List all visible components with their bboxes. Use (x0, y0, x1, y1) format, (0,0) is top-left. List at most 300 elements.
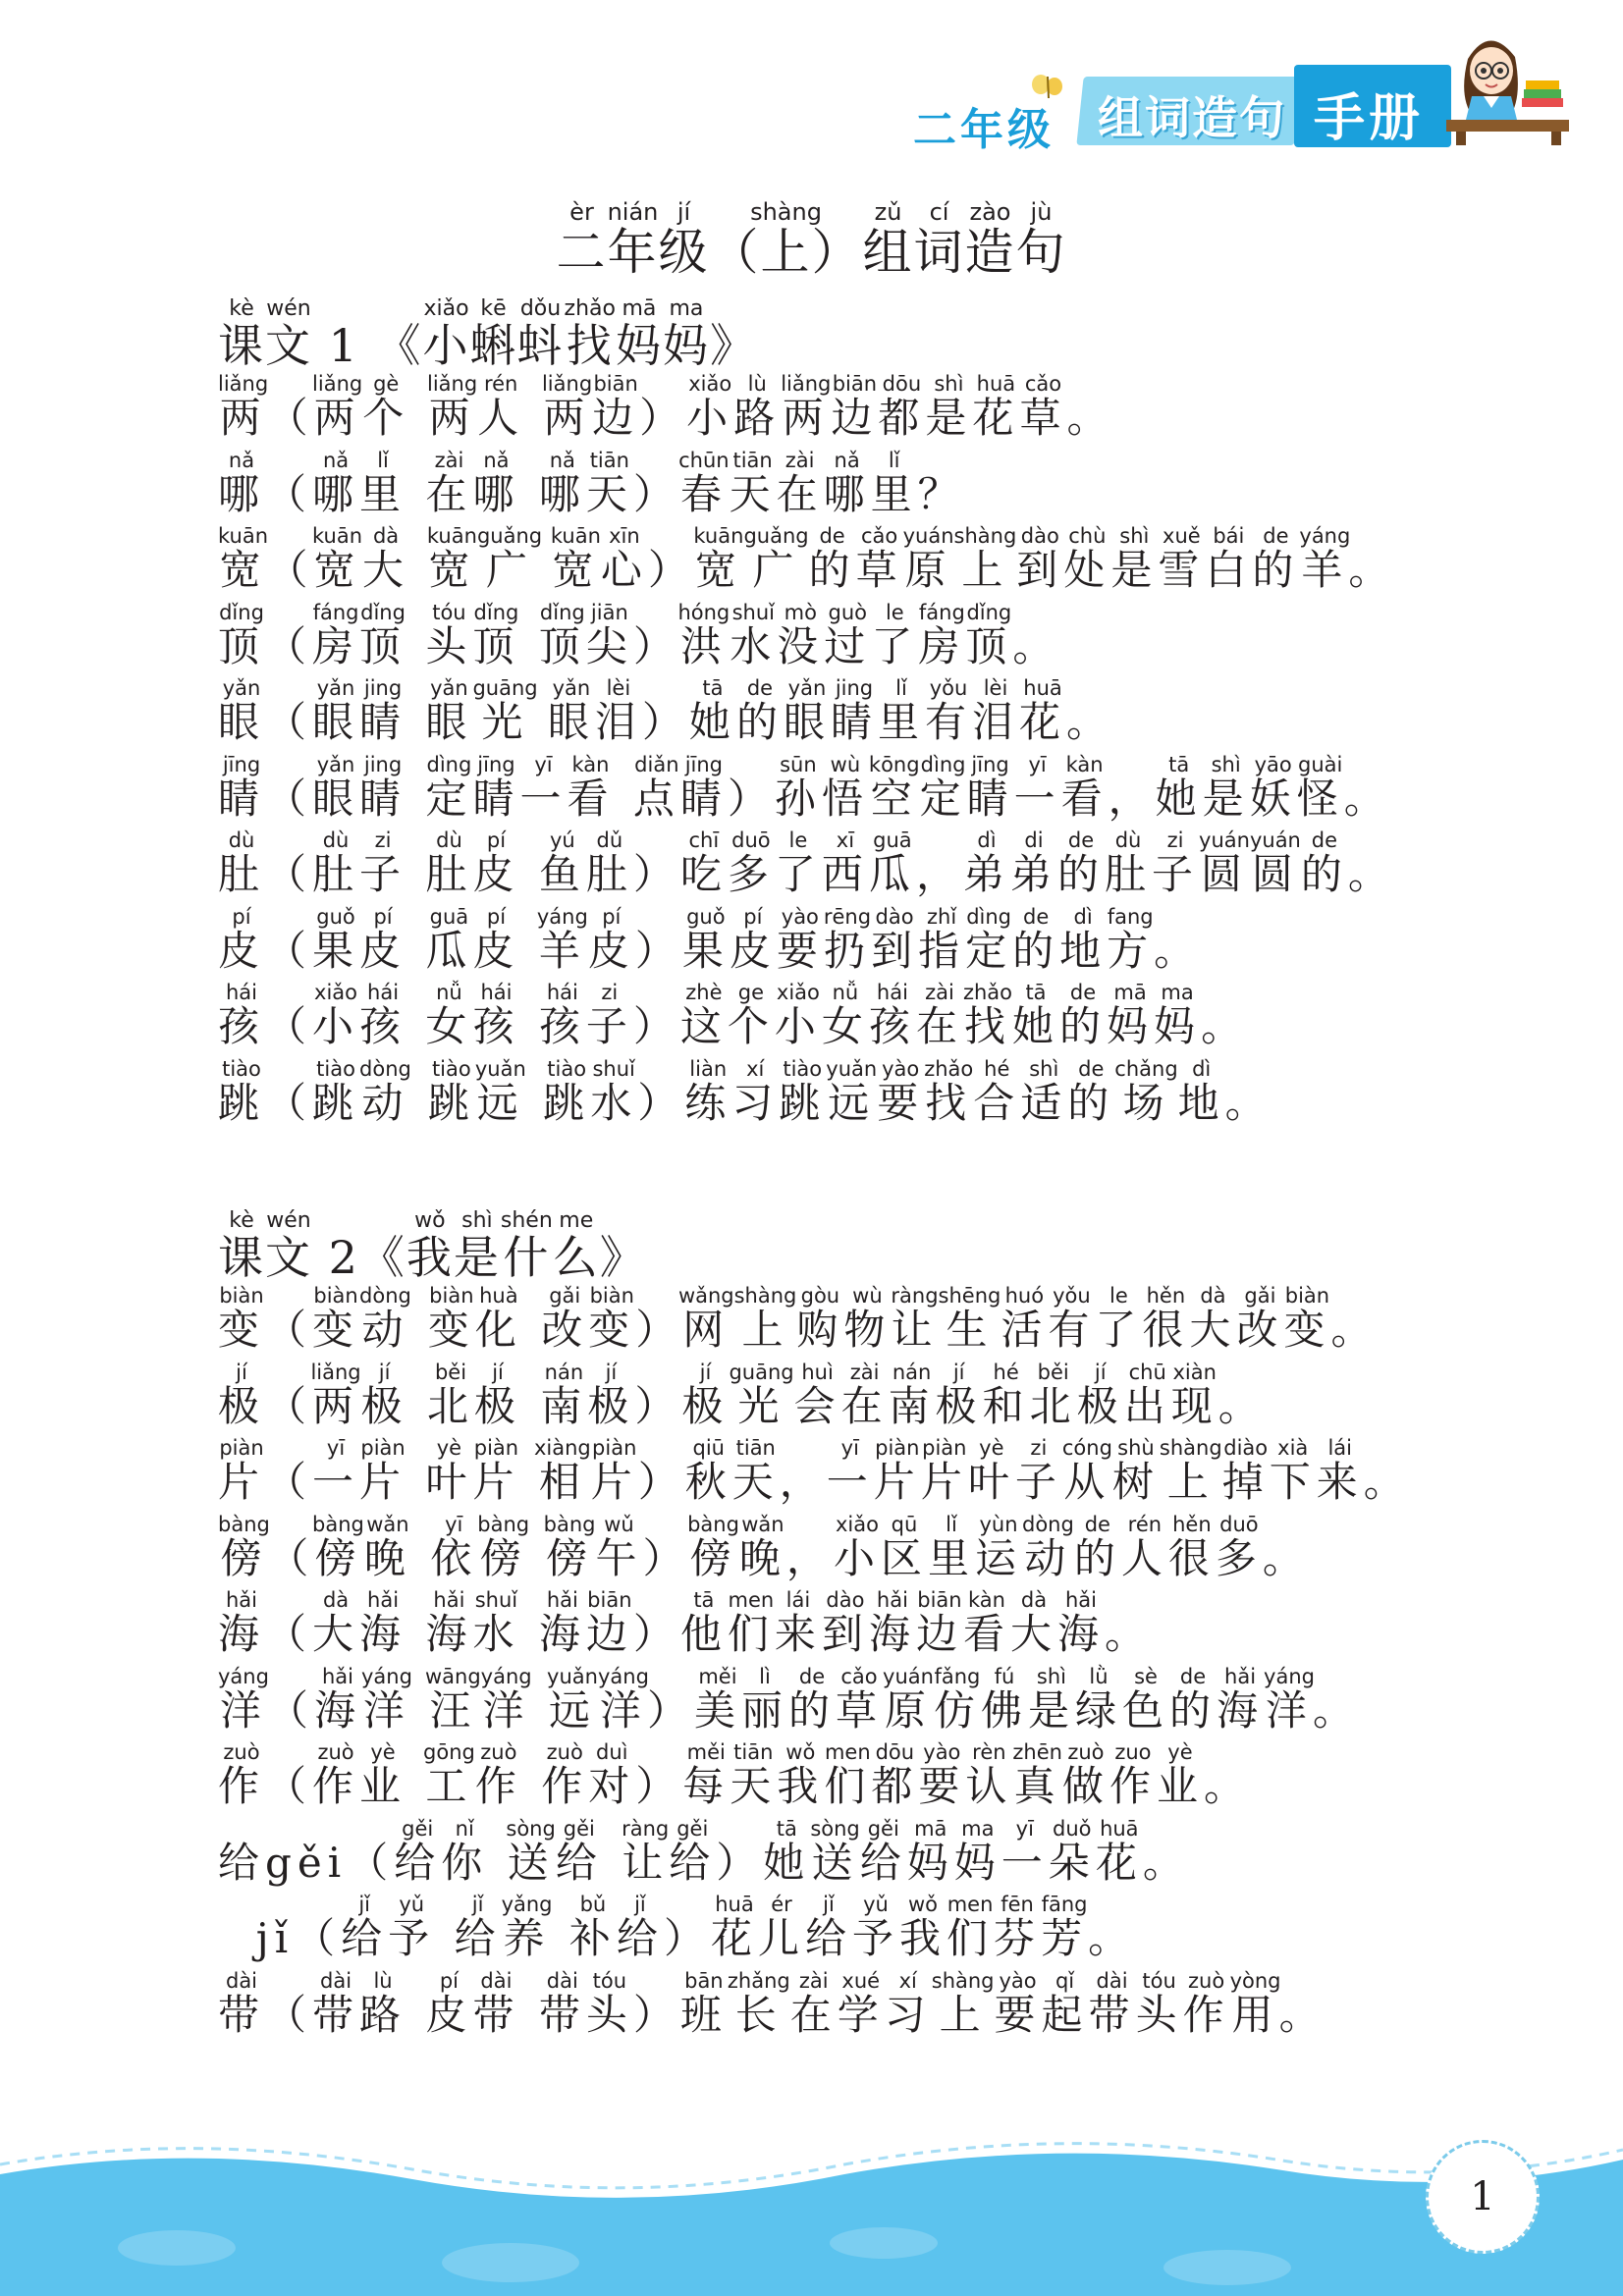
pinyin: de (1073, 1512, 1121, 1536)
hanzi: 的 (787, 1685, 836, 1735)
pinyin: piàn (359, 1436, 407, 1460)
hanzi-with-pinyin (312, 752, 360, 823)
hanzi: 芳 (1041, 1914, 1089, 1962)
hanzi: 看 (1060, 774, 1109, 823)
hanzi-with-pinyin (1048, 1284, 1096, 1354)
pinyin: dǒu (516, 296, 565, 321)
pinyin: sòng (506, 1816, 556, 1841)
hanzi: 予 (852, 1914, 900, 1962)
hanzi-with-pinyin (506, 1816, 556, 1887)
pinyin: tiào (312, 1056, 360, 1081)
hanzi-with-pinyin (218, 1056, 266, 1127)
hanzi: 指 (918, 926, 966, 975)
hanzi-with-pinyin (218, 600, 266, 670)
text (406, 698, 425, 746)
hanzi-with-pinyin (1015, 198, 1067, 281)
hanzi: 海 (313, 1685, 361, 1735)
pinyin: tiào (218, 1056, 266, 1081)
pinyin: de (735, 676, 784, 700)
pinyin: de (1012, 904, 1060, 929)
hanzi-with-pinyin (454, 1893, 502, 1962)
book-title: 组词造句 (1098, 91, 1286, 144)
hanzi: 晚 (738, 1533, 786, 1582)
hanzi: 叶 (967, 1458, 1015, 1506)
pinyin: xiǎo (686, 372, 734, 396)
pinyin: pí (472, 904, 520, 929)
pinyin: dōu (878, 372, 926, 396)
hanzi: 予 (388, 1914, 436, 1962)
hanzi: 带 (1088, 1990, 1136, 2039)
pinyin: yáng (1264, 1664, 1315, 1688)
hanzi-with-pinyin (1022, 1512, 1074, 1582)
hanzi-with-pinyin (472, 981, 520, 1050)
hanzi-with-pinyin (607, 198, 659, 281)
text: 。 (1088, 1914, 1136, 1962)
hanzi-with-pinyin (821, 1588, 869, 1658)
hanzi: 片 (873, 1458, 921, 1506)
pinyin: xiǎo (422, 296, 470, 321)
hanzi-with-pinyin (218, 1512, 270, 1582)
hanzi-with-pinyin (913, 198, 965, 281)
pinyin: yòng (1229, 1968, 1281, 1993)
hanzi-with-pinyin (884, 1968, 932, 2039)
pinyin: wén (265, 296, 312, 321)
text: 给gěi (218, 1838, 348, 1887)
pinyin: wǔ (595, 1512, 643, 1536)
text: ） (632, 1990, 680, 2039)
hanzi-with-pinyin (359, 752, 407, 823)
pinyin: dòng (1022, 1512, 1074, 1536)
pinyin: gōng (423, 1740, 475, 1764)
hanzi-with-pinyin (1215, 1512, 1263, 1582)
hanzi-with-pinyin (1316, 1436, 1364, 1506)
pinyin: hǎi (868, 1588, 916, 1612)
hanzi-with-pinyin (536, 904, 588, 975)
hanzi: 她 (1155, 774, 1203, 823)
text: （ (265, 1610, 313, 1658)
hanzi-with-pinyin (585, 981, 633, 1050)
text (406, 850, 425, 898)
text: （ (265, 1078, 313, 1127)
hanzi: 眼 (547, 698, 595, 746)
word-entry (218, 1360, 1593, 1440)
hanzi: 物 (843, 1306, 892, 1354)
hanzi: 让 (622, 1838, 670, 1887)
hanzi-with-pinyin (810, 1816, 860, 1887)
hanzi-with-pinyin (688, 676, 736, 746)
hanzi-with-pinyin (808, 524, 856, 594)
hanzi-with-pinyin (472, 448, 520, 518)
hanzi: 边 (592, 394, 640, 442)
text: （ (294, 1914, 342, 1962)
pinyin: chù (1063, 524, 1111, 548)
word-entry (218, 1588, 1593, 1668)
hanzi-with-pinyin (868, 981, 916, 1050)
pinyin: tā (1012, 981, 1060, 1004)
hanzi-with-pinyin (474, 1740, 522, 1810)
hanzi: 下 (1269, 1458, 1317, 1506)
hanzi-with-pinyin (218, 1740, 266, 1810)
text (519, 1610, 538, 1658)
hanzi: 个 (362, 394, 410, 442)
pinyin: gěi (394, 1816, 442, 1841)
hanzi-with-pinyin (880, 1512, 928, 1582)
text: 。 (1217, 1381, 1266, 1430)
hanzi: 我 (899, 1914, 947, 1962)
hanzi: 地 (1059, 926, 1108, 975)
hanzi: 洋 (597, 1685, 649, 1735)
hanzi-with-pinyin (679, 752, 728, 823)
hanzi-with-pinyin (312, 981, 360, 1050)
pinyin: piàn (218, 1436, 265, 1460)
hanzi-with-pinyin (538, 981, 586, 1050)
word-entry (218, 1816, 1593, 1896)
hanzi-with-pinyin (824, 600, 872, 670)
hanzi-with-pinyin (585, 828, 633, 898)
text: ） (632, 1002, 680, 1050)
pinyin: liǎng (541, 372, 593, 396)
hanzi-with-pinyin (738, 1512, 786, 1582)
text: jǐ (218, 1914, 295, 1962)
hanzi: 在 (776, 469, 824, 518)
text: ） (632, 469, 680, 518)
hanzi: 眼 (425, 698, 473, 746)
hanzi: 课 (218, 1231, 265, 1284)
text: 。 (1142, 1838, 1190, 1887)
hanzi: 购 (796, 1306, 844, 1354)
hanzi-with-pinyin (425, 828, 473, 898)
pinyin: duǒ (1048, 1816, 1096, 1841)
hanzi-with-pinyin (425, 448, 473, 518)
pinyin: cí (913, 198, 965, 226)
text: ） (642, 1533, 690, 1582)
pinyin: de (1252, 524, 1300, 548)
pinyin: dào (821, 1588, 869, 1612)
hanzi-with-pinyin (1170, 1360, 1218, 1430)
pinyin: zhēn (1012, 1740, 1062, 1764)
hanzi: 南 (540, 1381, 588, 1430)
text: ） (641, 698, 689, 746)
hanzi-with-pinyin (541, 1284, 589, 1354)
hanzi: 天 (731, 1458, 780, 1506)
pinyin: hǎi (218, 1588, 266, 1612)
hanzi-with-pinyin (218, 1284, 266, 1354)
word-entry (218, 1968, 1593, 2049)
hanzi-with-pinyin (727, 828, 775, 898)
text (524, 1079, 543, 1127)
hanzi-with-pinyin (312, 1512, 364, 1582)
hanzi-with-pinyin (265, 296, 312, 372)
hanzi: 多 (1215, 1533, 1263, 1582)
hanzi: 泪 (972, 698, 1020, 746)
hanzi: 是 (453, 1231, 501, 1284)
hanzi: 原 (902, 546, 954, 594)
hanzi: 点 (632, 774, 680, 823)
hanzi: 傍 (687, 1533, 739, 1582)
hanzi-with-pinyin (359, 1968, 407, 2039)
hanzi-with-pinyin (595, 1512, 643, 1582)
hanzi: 一 (1001, 1838, 1049, 1887)
pinyin: piàn (590, 1436, 638, 1460)
hanzi-with-pinyin (541, 372, 593, 442)
pinyin: bàng (687, 1512, 739, 1536)
page-header (0, 0, 1623, 167)
hanzi: 妈 (953, 1838, 1001, 1887)
hanzi-with-pinyin (823, 904, 872, 975)
hanzi-with-pinyin (1202, 752, 1250, 823)
pinyin: hǎi (1217, 1664, 1265, 1688)
pinyin: dào (1016, 524, 1064, 548)
pinyin: tiào (779, 1056, 827, 1081)
pinyin: huā (1095, 1816, 1143, 1841)
hanzi-with-pinyin (360, 1360, 408, 1430)
pinyin: yáng (597, 1664, 649, 1688)
text (408, 1079, 427, 1127)
hanzi-with-pinyin (1027, 1664, 1075, 1735)
hanzi-with-pinyin (1199, 828, 1250, 898)
hanzi: 这 (679, 1002, 728, 1050)
pinyin: jing (359, 676, 407, 700)
hanzi-with-pinyin (823, 448, 871, 518)
hanzi: 圆 (1199, 850, 1250, 898)
pinyin: jing (830, 676, 878, 700)
hanzi-with-pinyin (587, 1360, 635, 1430)
hanzi: 光 (472, 698, 538, 746)
hanzi-with-pinyin (1014, 1436, 1062, 1506)
hanzi-with-pinyin (1019, 372, 1067, 442)
hanzi-with-pinyin (1061, 1740, 1109, 1810)
hanzi-with-pinyin (425, 752, 473, 823)
pinyin: hěn (1167, 1512, 1216, 1536)
pinyin: mā (615, 296, 663, 321)
pinyin: yè (359, 1740, 407, 1764)
pinyin: biān (592, 372, 640, 396)
hanzi: 花 (1095, 1838, 1143, 1887)
hanzi: 白 (1205, 546, 1253, 594)
hanzi: 作 (541, 1762, 589, 1810)
text: 。 (1066, 394, 1114, 442)
hanzi-with-pinyin (538, 448, 586, 518)
pinyin: fáng (312, 600, 360, 624)
text: （ (265, 469, 313, 518)
pinyin: chǎng (1114, 1056, 1178, 1081)
hanzi: 给 (555, 1838, 603, 1887)
pinyin: yǎn (312, 752, 360, 776)
text: ， (1108, 774, 1156, 823)
pinyin: huì (793, 1360, 841, 1384)
hanzi-with-pinyin (1205, 524, 1253, 594)
hanzi: 方 (1107, 926, 1155, 975)
pinyin: duì (588, 1740, 636, 1764)
text (524, 394, 543, 442)
text (519, 850, 538, 898)
hanzi-with-pinyin (588, 1740, 636, 1810)
pinyin: hái (868, 981, 916, 1004)
hanzi: 南 (888, 1381, 936, 1430)
pinyin: cóng (1061, 1436, 1112, 1460)
pinyin: le (774, 828, 822, 852)
hanzi: 我 (406, 1231, 454, 1284)
pinyin: dào (871, 904, 919, 929)
hanzi-with-pinyin (218, 1208, 265, 1284)
hanzi-with-pinyin (982, 1360, 1030, 1430)
pinyin: zhè (679, 981, 728, 1004)
hanzi: 找 (924, 1078, 974, 1127)
pinyin: dǐng (472, 600, 520, 624)
pinyin: diǎn (632, 752, 680, 776)
hanzi-with-pinyin (543, 1056, 591, 1127)
hanzi: 补 (568, 1914, 617, 1962)
hanzi: 瓜 (868, 850, 916, 898)
hanzi-with-pinyin (427, 1284, 475, 1354)
pinyin: zài (840, 1360, 889, 1384)
text: ） (632, 1610, 680, 1658)
hanzi: 到 (1016, 546, 1064, 594)
hanzi-with-pinyin (1029, 1360, 1077, 1430)
hanzi: 海 (1056, 1610, 1105, 1658)
hanzi: 看 (962, 1610, 1010, 1658)
pinyin: hái (218, 981, 266, 1004)
pinyin: shuǐ (472, 1588, 520, 1612)
hanzi-with-pinyin (733, 1284, 797, 1354)
text (409, 394, 428, 442)
hanzi-with-pinyin (500, 1208, 553, 1284)
hanzi-with-pinyin (472, 904, 520, 975)
hanzi: 给 (804, 1914, 852, 1962)
text: 。 (1313, 1685, 1361, 1735)
pinyin: pí (218, 904, 266, 929)
text: （ (265, 698, 313, 746)
text (521, 1382, 540, 1430)
hanzi: 上 (931, 1990, 995, 2039)
hanzi-with-pinyin (218, 1360, 266, 1430)
hanzi-with-pinyin (585, 600, 633, 670)
hanzi: 一 (312, 1458, 360, 1506)
pinyin: liàn (684, 1056, 732, 1081)
hanzi: 顶 (218, 621, 266, 670)
hanzi-with-pinyin (538, 1588, 586, 1658)
hanzi: 仿 (933, 1685, 981, 1735)
hanzi: 眼 (312, 698, 360, 746)
pinyin: dòng (359, 1284, 411, 1308)
hanzi: 要 (877, 1078, 925, 1127)
hanzi-with-pinyin (681, 1360, 730, 1430)
hanzi-with-pinyin (425, 676, 473, 746)
hanzi-with-pinyin (1041, 1893, 1089, 1962)
pinyin: yuǎn (826, 1056, 878, 1081)
hanzi: 文 (265, 319, 312, 372)
text: ） (639, 394, 687, 442)
pinyin: pí (359, 904, 407, 929)
hanzi: 顶 (472, 621, 520, 670)
text: ） (632, 621, 680, 670)
hanzi-with-pinyin (441, 1816, 489, 1887)
pinyin: nǚ (821, 981, 869, 1004)
hanzi: 都 (878, 394, 926, 442)
hanzi: 洪 (677, 621, 730, 670)
pinyin: jiān (585, 600, 633, 624)
text: （ (267, 1533, 315, 1582)
pinyin: zuo (1109, 1740, 1157, 1764)
hanzi: 的 (1169, 1685, 1217, 1735)
text: ） (635, 1306, 683, 1354)
pinyin: zi (1152, 828, 1200, 852)
hanzi: 带 (472, 1990, 520, 2039)
text: ） (634, 1381, 682, 1430)
hanzi-with-pinyin (1056, 828, 1105, 898)
hanzi: 傍 (218, 1533, 270, 1582)
hanzi: 傍 (543, 1533, 596, 1582)
pinyin: mā (906, 1816, 954, 1841)
hanzi-with-pinyin (777, 600, 825, 670)
hanzi: 上 (733, 1306, 797, 1354)
hanzi-with-pinyin (265, 1208, 312, 1284)
hanzi: 了 (871, 621, 919, 670)
pinyin: dì (962, 828, 1010, 852)
hanzi: 人 (1120, 1533, 1168, 1582)
hanzi: 里 (877, 698, 925, 746)
hanzi-with-pinyin (425, 1588, 473, 1658)
hanzi-with-pinyin (312, 1284, 360, 1354)
pinyin: zhǎo (564, 296, 616, 321)
pinyin: wǎng (677, 1284, 734, 1308)
hanzi-with-pinyin (588, 1284, 636, 1354)
hanzi: 给 (454, 1914, 502, 1962)
word-entry (218, 1056, 1593, 1137)
hanzi-with-pinyin (743, 524, 809, 594)
pinyin: de (1059, 981, 1108, 1004)
text (522, 1306, 541, 1354)
hanzi-with-pinyin (425, 1664, 481, 1735)
pinyin: zào (964, 198, 1016, 226)
hanzi-with-pinyin (947, 1893, 995, 1962)
hanzi-with-pinyin (312, 372, 363, 442)
footer-wave-decoration (0, 2120, 1623, 2296)
hanzi-with-pinyin (677, 1284, 734, 1354)
hanzi: 海 (1217, 1685, 1265, 1735)
word-entry (218, 1436, 1593, 1516)
hanzi-with-pinyin (733, 372, 782, 442)
pinyin: yào (918, 1740, 966, 1764)
pinyin: xiǎo (312, 981, 360, 1004)
hanzi-with-pinyin (1059, 981, 1108, 1050)
text: ） (635, 1762, 683, 1810)
hanzi: 里 (870, 469, 918, 518)
pinyin: nǎ (312, 448, 360, 472)
pinyin: běi (427, 1360, 474, 1384)
hanzi-with-pinyin (830, 676, 878, 746)
hanzi: 宽 (550, 546, 601, 594)
hanzi-with-pinyin (1013, 752, 1061, 823)
pinyin: nǎ (472, 448, 520, 472)
hanzi: 妈 (1107, 1002, 1155, 1050)
hanzi-with-pinyin (837, 1968, 885, 2039)
hanzi-with-pinyin (218, 828, 266, 898)
hanzi: 学 (837, 1990, 885, 2039)
hanzi: 的 (1073, 1533, 1121, 1582)
hanzi: 么 (552, 1231, 600, 1284)
text (603, 1839, 622, 1887)
word-entry (218, 676, 1593, 756)
pinyin: zuò (1182, 1968, 1230, 1993)
hanzi: 了 (1095, 1306, 1143, 1354)
hanzi: 改 (1236, 1306, 1284, 1354)
hanzi-with-pinyin (218, 904, 266, 975)
pinyin: de (1169, 1664, 1217, 1688)
pinyin: jǐ (804, 1893, 852, 1916)
pinyin: mā (1107, 981, 1155, 1004)
hanzi-with-pinyin (1012, 904, 1060, 975)
